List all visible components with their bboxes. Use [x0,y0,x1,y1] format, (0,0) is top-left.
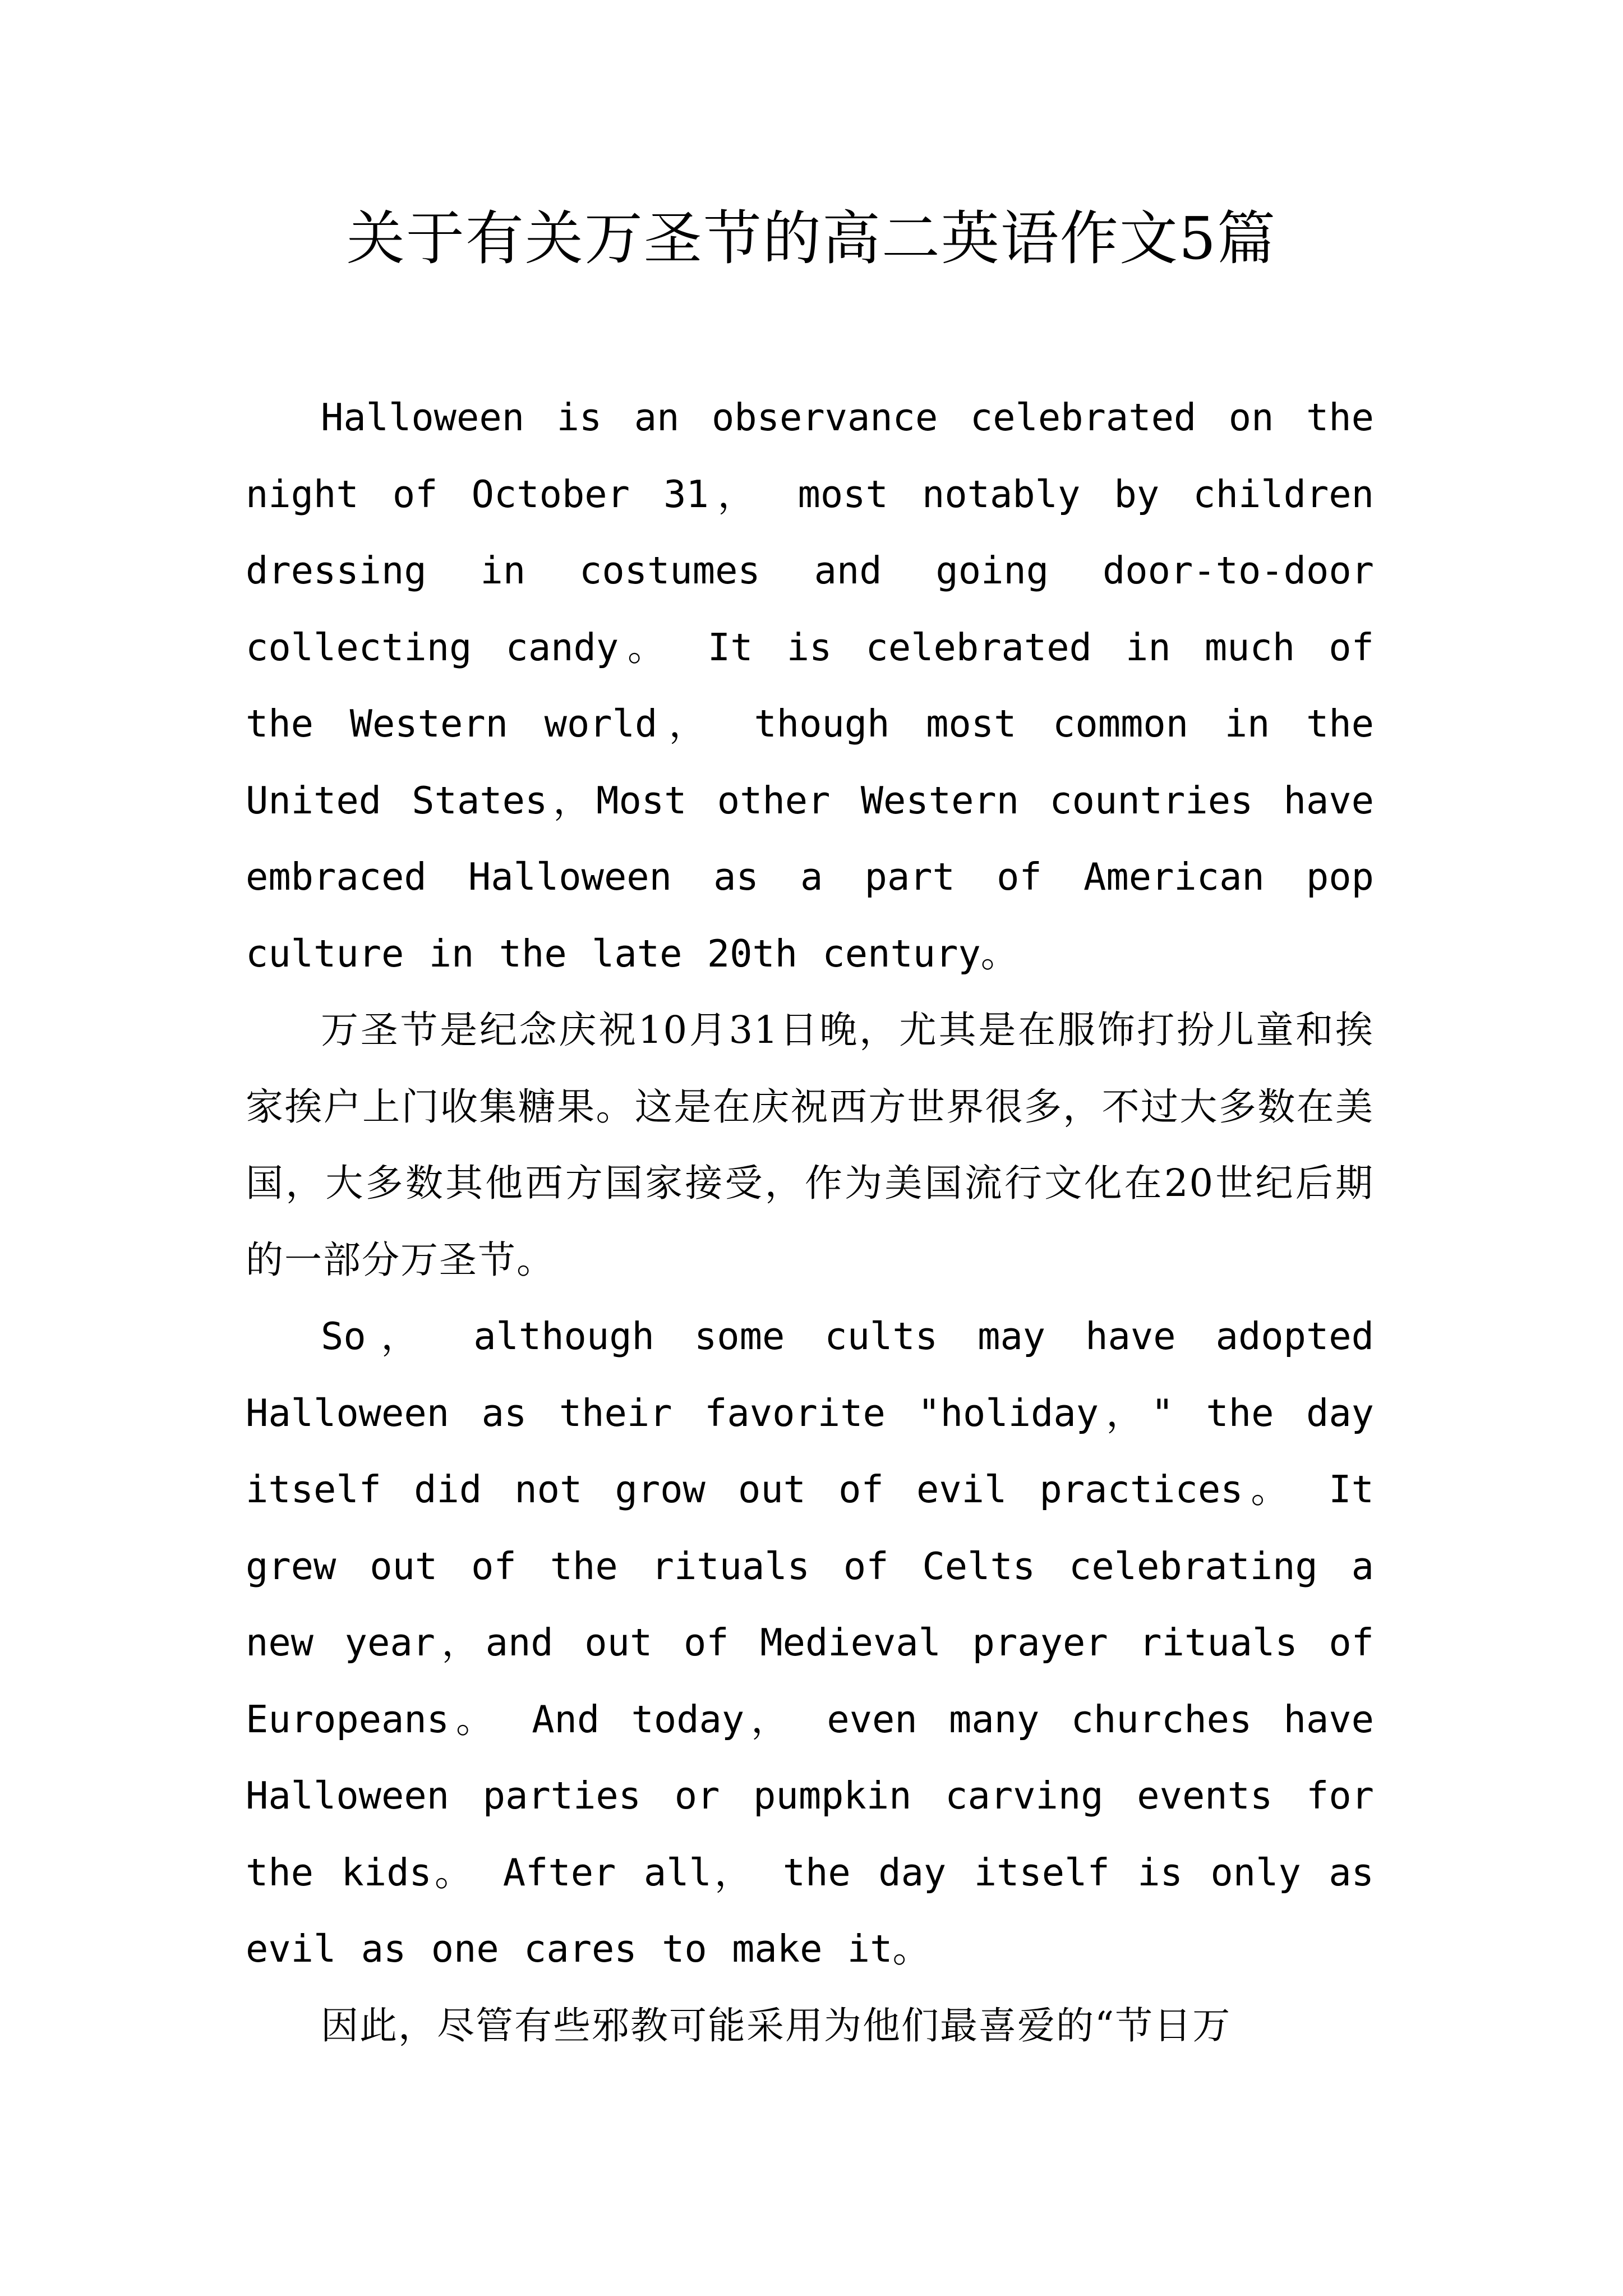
paragraph-english-1: Halloween is an observance celebrated on the night of October 31， most notably by children dressing in costumes and going door-to-door collecting candy。 It is celebrated in much of the Western world， though most common in the United States，Most other Western countries have embraced Halloween as a part of American pop culture in the late 20th century。 [246,395,1374,976]
document-title: 关于有关万圣节的高二英语作文5篇 [346,204,1277,273]
paragraph-chinese-2: 因此，尽管有些邪教可能采用为他们最喜爱的“节日万 [321,2003,1232,2047]
paragraph-english-2: So， although some cults may have adopted Halloween as their favorite "holiday，" the day itself did not grow out of evil practices。 It grew out of the rituals of Celts celebrating a new year，and out of Medieval prayer rituals of Europeans。 And today， even many churches have Halloween parties or pumpkin carving events for the kids。 After all， the day itself is only as evil as one cares to make it。 [246,1314,1374,1971]
paragraph-chinese-1: 万圣节是纪念庆祝10月31日晚，尤其是在服饰打扮儿童和挨家挨户上门收集糖果。这是在庆祝西方世界很多，不过大多数在美国，大多数其他西方国家接受，作为美国流行文化在20世纪后期的一部分万圣节。 [246,1008,1374,1282]
document-body [246,379,1374,2064]
